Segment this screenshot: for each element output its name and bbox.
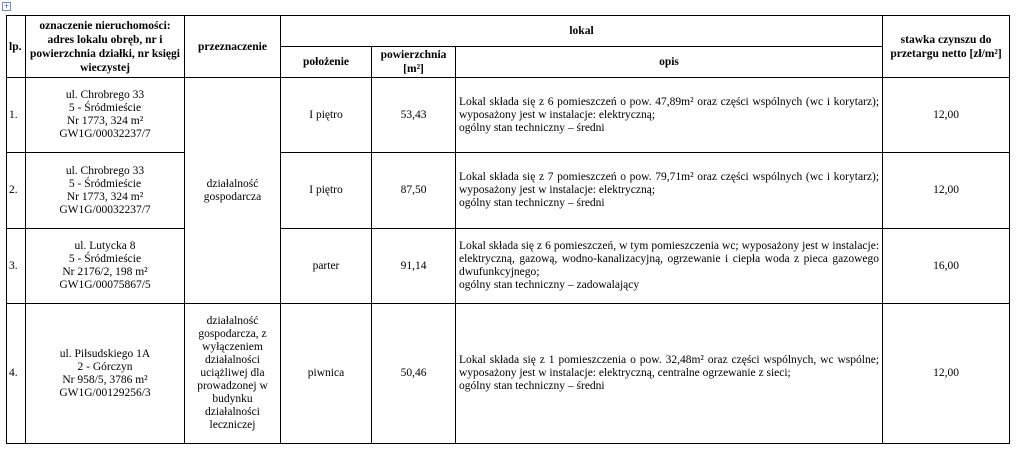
property-address: ul. Lutycka 8 bbox=[74, 240, 136, 252]
cell-rent: 12,00 bbox=[883, 153, 1010, 229]
cell-property bbox=[26, 153, 185, 229]
description-text: Lokal składa się z 7 pomieszczeń o pow. 79,71m² oraz części wspólnych (wc i korytarz); wyposażony jest w instalacje: elektryczną; bbox=[459, 171, 880, 196]
property-address: ul. Chrobrego 33 bbox=[65, 164, 145, 177]
property-parcel: Nr 958/5, 3786 m² bbox=[62, 373, 148, 386]
property-district: 5 - Śródmieście bbox=[68, 253, 142, 265]
description-condition: ogólny stan techniczny – średni bbox=[459, 121, 605, 134]
description-condition: ogólny stan techniczny – średni bbox=[459, 380, 605, 392]
cell-lp: 4. bbox=[7, 304, 26, 444]
property-rental-table bbox=[6, 15, 1010, 444]
cell-lp: 2. bbox=[7, 153, 26, 229]
cell-description bbox=[456, 229, 883, 304]
cell-purpose: działalność gospodarcza bbox=[185, 78, 281, 304]
property-parcel: Nr 2176/2, 198 m² bbox=[62, 266, 148, 278]
cell-property bbox=[26, 229, 185, 304]
table-move-handle-icon[interactable]: + bbox=[3, 2, 10, 10]
header-location: położenie bbox=[281, 47, 372, 78]
table-row bbox=[7, 78, 1010, 153]
property-address: ul. Chrobrego 33 bbox=[65, 89, 145, 101]
cell-purpose: działalność gospodarcza, z wyłączeniem działalności uciążliwej dla prowadzonej w budynku działalności leczniczej bbox=[185, 304, 281, 444]
cell-location: I piętro bbox=[281, 78, 372, 153]
cell-lp: 3. bbox=[7, 229, 26, 304]
table-row bbox=[7, 229, 1010, 304]
property-district: 2 - Górczyn bbox=[77, 360, 133, 373]
cell-description bbox=[456, 153, 883, 229]
cell-location: piwnica bbox=[281, 304, 372, 444]
property-parcel: Nr 1773, 324 m² bbox=[66, 190, 144, 203]
cell-area: 50,46 bbox=[372, 304, 456, 444]
property-address: ul. Piłsudskiego 1A bbox=[59, 347, 151, 360]
description-condition: ogólny stan techniczny – zadowalający bbox=[459, 279, 640, 291]
description-condition: ogólny stan techniczny – średni bbox=[459, 197, 605, 209]
cell-area: 87,50 bbox=[372, 153, 456, 229]
cell-lp: 1. bbox=[7, 78, 26, 153]
property-land-register: GW1G/00075867/5 bbox=[59, 279, 151, 291]
cell-description bbox=[456, 78, 883, 153]
cell-area: 91,14 bbox=[372, 229, 456, 304]
cell-rent: 16,00 bbox=[883, 229, 1010, 304]
cell-description bbox=[456, 304, 883, 444]
header-area: powierzchnia [m²] bbox=[372, 47, 456, 78]
property-land-register: GW1G/00032237/7 bbox=[59, 128, 151, 140]
cell-rent: 12,00 bbox=[883, 78, 1010, 153]
cell-property bbox=[26, 304, 185, 444]
property-land-register: GW1G/00032237/7 bbox=[59, 203, 151, 216]
property-district: 5 - Śródmieście bbox=[68, 177, 142, 190]
header-lokal: lokal bbox=[281, 16, 883, 47]
header-description: opis bbox=[456, 47, 883, 78]
header-lp: lp. bbox=[7, 16, 26, 78]
header-property: oznaczenie nieruchomości: adres lokalu obręb, nr i powierzchnia działki, nr księgi wieczystej bbox=[26, 16, 185, 78]
cell-rent: 12,00 bbox=[883, 304, 1010, 444]
header-purpose: przeznaczenie bbox=[185, 16, 281, 78]
cell-area: 53,43 bbox=[372, 78, 456, 153]
cell-property bbox=[26, 78, 185, 153]
property-district: 5 - Śródmieście bbox=[68, 102, 142, 114]
description-text: Lokal składa się z 1 pomieszczenia o pow. 32,48m² oraz części wspólnych, wc wspólne; wyposażony jest w instalacje: elektryczną, centralne ogrzewanie z sieci; bbox=[459, 354, 880, 379]
table-row bbox=[7, 153, 1010, 229]
table-row bbox=[7, 304, 1010, 444]
cell-location: parter bbox=[281, 229, 372, 304]
property-land-register: GW1G/00129256/3 bbox=[59, 386, 151, 399]
header-rent: stawka czynszu do przetargu netto [zł/m²] bbox=[883, 16, 1010, 78]
property-parcel: Nr 1773, 324 m² bbox=[66, 115, 144, 127]
cell-location: I piętro bbox=[281, 153, 372, 229]
description-text: Lokal składa się z 6 pomieszczeń o pow. 47,89m² oraz części wspólnych (wc i korytarz); wyposażony jest w instalacje: elektryczną; bbox=[459, 95, 880, 121]
description-text: Lokal składa się z 6 pomieszczeń, w tym pomieszczenia wc; wyposażony jest w instalacje: elektryczną, gazową, wodno-kanalizacyjną, ogrzewanie i ciepła woda z pieca gazowego dwufunkcyjnego; bbox=[459, 240, 880, 278]
